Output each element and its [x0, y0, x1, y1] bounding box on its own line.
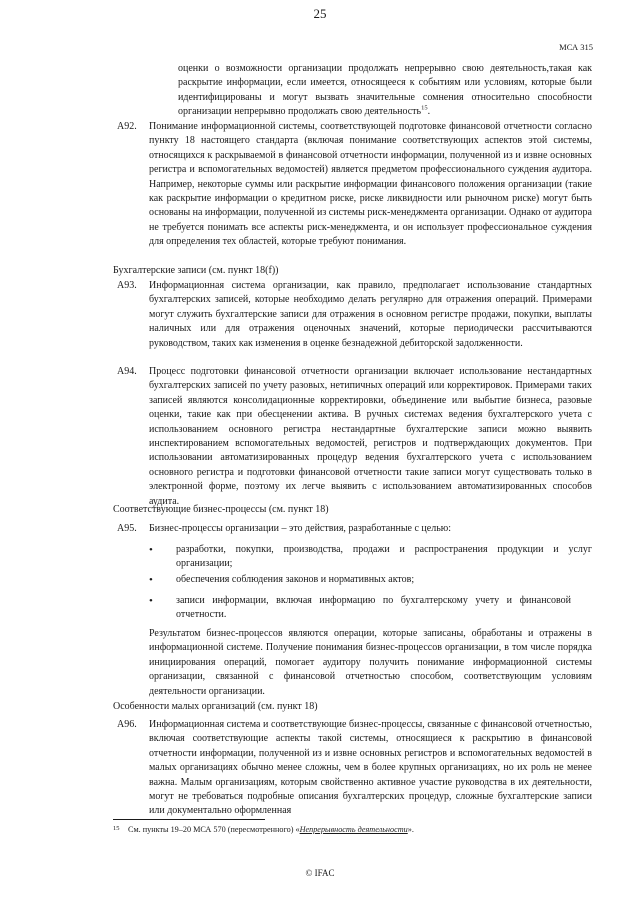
footnote-number: 15 [113, 825, 120, 832]
footnote-suffix: ». [407, 825, 414, 834]
list-item: обеспечения соблюдения законов и нормативных актов; [176, 574, 415, 585]
standard-code: МСА 315 [559, 42, 593, 52]
footnote-title-link: Непрерывность деятельности [299, 825, 408, 834]
list-item: записи информации, включая информацию по бухгалтерскому учету и финансовой отчетности. [176, 595, 571, 621]
bullet-icon: • [149, 595, 153, 607]
intro-paragraph [178, 62, 592, 120]
paragraph-label-a92: A92. [117, 121, 137, 132]
paragraph-a95-conclusion: Результатом бизнес-процессов являются операции, которые записаны, обработаны и отражены в информационной системе. Получение понимания бизнес-процессов организации, в том числе порядка инициирования операций, помогает аудитору получить понимание информационной системы организации, связанной с финансовой отчетностью способом, соответствующим условиям деятельности организации. [149, 628, 592, 697]
footer-copyright: © IFAC [305, 868, 335, 878]
paragraph-a95-intro: Бизнес-процессы организации – это действия, разработанные с целью: [149, 523, 452, 534]
bullet-icon: • [149, 574, 153, 586]
footnote-prefix: См. пункты 19–20 МСА 570 (пересмотренного) « [128, 825, 300, 834]
paragraph-a96: Информационная система и соответствующие бизнес-процессы, связанные с финансовой отчетностью, включая соответствующие аспекты такой системы, относящиеся к раскрытию в финансовой отчетности информации, полученной из и извне основных регистров и вспомогательных ведомостей в малых организациях обычно менее сложны, чем в более крупных организациях, но их роль не менее важна. Малым организациям, которым свойственно активное участие руководства в их деятельности, могут не требоваться подробные описания бухгалтерских процедур, сложные бухгалтерские записи или документально оформленная [149, 719, 592, 817]
list-item: разработки, покупки, производства, продажи и распространения продукции и услуг организации; [176, 544, 592, 570]
paragraph-label-a94: A94. [117, 366, 137, 377]
section-heading-accounting-records: Бухгалтерские записи (см. пункт 18(f)) [113, 265, 279, 276]
intro-text: оценки о возможности организации продолжать непрерывно свою деятельность,такая как раскрытие информации, если имеется, относящееся к событиям или условиям, которые были идентифицированы и могут вызвать значительные сомнения относительно способности организации непрерывно продолжать свою деятельность [178, 63, 592, 118]
paragraph-a94: Процесс подготовки финансовой отчетности организации включает использование нестандартных бухгалтерских записей по учету разовых, нетипичных операций или корректировок. Примерами таких записей являются консолидационные корректировки, объединение или выбытие бизнеса, разовые оценки, такие как при обесценении актива. В ручных системах ведения бухгалтерского учета с использованием основного регистра нестандартные бухгалтерские записи можно выявить инспектированием вспомогательных ведомостей, регистров и подтверждающих документов. При использовании автоматизированных процедур ведения бухгалтерского учета с использованием основного регистра и подготовки финансовой отчетности такие записи могут существовать только в электронной форме, поэтому их легче выявить с использованием автоматизированных способов аудита. [149, 366, 592, 507]
section-heading-business-processes: Соответствующие бизнес-процессы (см. пункт 18) [113, 504, 329, 515]
paragraph-label-a95: A95. [117, 523, 137, 534]
bullet-icon: • [149, 544, 153, 556]
paragraph-a93: Информационная система организации, как правило, предполагает использование стандартных бухгалтерских записей, которые необходимо делать регулярно для отражения операций. Примерами могут служить бухгалтерские записи для отражения в основном регистре продажи, покупки, выплаты наличных или для отражения оценочных значений, которые периодически рассчитываются руководством, таких как изменения в оценке безнадежной дебиторской задолженности. [149, 280, 592, 349]
section-heading-small-entities: Особенности малых организаций (см. пункт 18) [113, 701, 318, 712]
paragraph-label-a93: A93. [117, 280, 137, 291]
intro-end: . [427, 106, 431, 118]
footnote-ref: 15 [421, 104, 428, 112]
paragraph-a92: Понимание информационной системы, соответствующей подготовке финансовой отчетности согласно пункту 18 настоящего стандарта (включая понимание соответствующих аспектов этой системы, относящихся к раскрываемой в финансовой отчетности информации, полученной из и извне основных регистра и вспомогательных ведомостей) является предметом профессионального суждения аудитора. Например, некоторые суммы или раскрытие информации финансового положения организации (такие как раскрытие информации о кредитном риске, риске ликвидности или рыночном риске) могут быть основаны на информации, полученной из системы риск-менеджмента организации. Однако от аудитора не требуется понимать все аспекты риск-менеджмента, и он использует профессиональное суждения для определения тех областей, которые требуют понимания. [149, 121, 592, 248]
footnote-text [128, 825, 414, 834]
paragraph-label-a96: A96. [117, 719, 137, 730]
footnote-divider [113, 819, 265, 820]
page-number: 25 [313, 6, 327, 21]
